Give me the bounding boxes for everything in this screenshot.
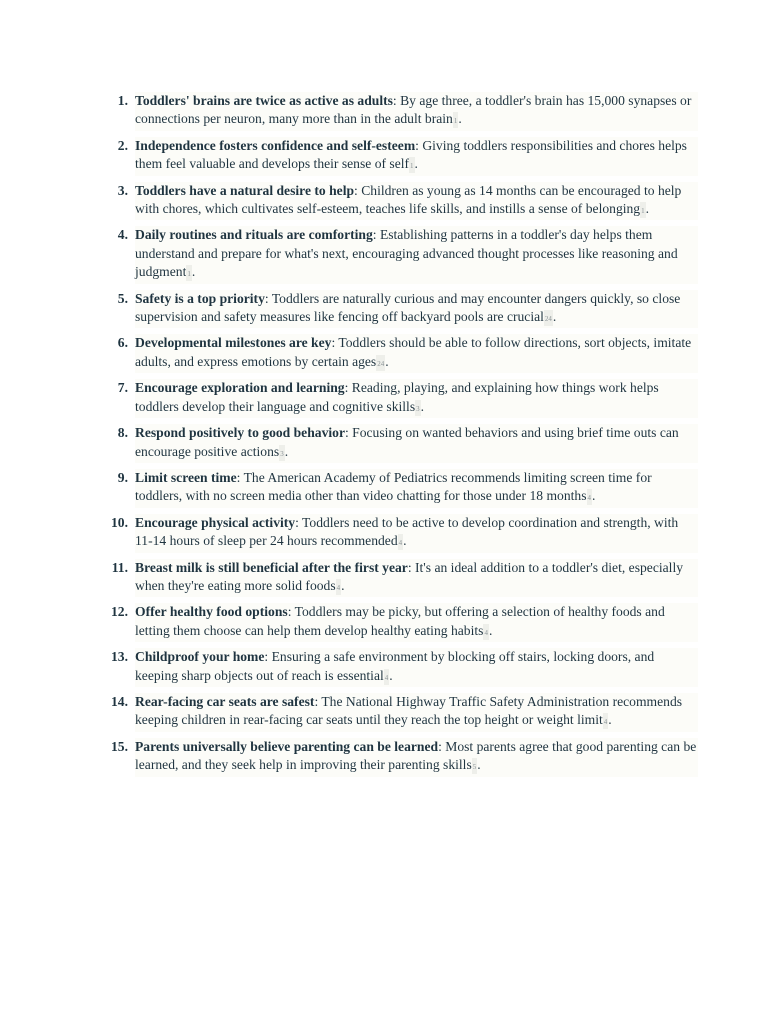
item-text: : Ensuring a safe environment by blocking off stairs, locking doors, and keeping sharp objects out of reach is essential — [135, 649, 655, 683]
item-body — [135, 738, 698, 777]
item-end: . — [458, 111, 462, 127]
item-body — [135, 379, 698, 418]
item-heading: Safety is a top priority — [135, 290, 265, 306]
item-end: . — [420, 398, 425, 414]
item-heading: Respond positively to good behavior — [135, 425, 345, 441]
item-number: 7. — [117, 380, 128, 396]
item-text: : Children as young as 14 months can be encouraged to help with chores, which cultivates self-esteem, teaches life skills, and instills a sense of belonging — [135, 182, 682, 217]
list-item — [98, 92, 698, 131]
list-item — [98, 693, 698, 732]
citation-marker[interactable]: 1 — [409, 157, 415, 173]
item-number: 1. — [117, 93, 128, 108]
item-number: 3. — [117, 182, 128, 198]
numbered-list — [98, 92, 698, 783]
citation-marker[interactable]: 4 — [587, 489, 593, 505]
item-end: . — [592, 488, 596, 504]
item-text: : Giving toddlers responsibilities and chores helps them feel valuable and develops their sense of self — [135, 137, 687, 172]
citation-marker[interactable]: 1 — [453, 112, 459, 128]
item-text: : By age three, a toddler's brain has 15,000 synapses or connections per neuron, many more than in the adult brain — [135, 93, 692, 127]
item-heading: Toddlers have a natural desire to help — [135, 182, 355, 198]
list-item — [98, 379, 698, 418]
item-body — [135, 648, 698, 687]
item-end: . — [552, 309, 557, 325]
item-number: 11. — [111, 559, 128, 575]
item-text: : Reading, playing, and explaining how things work helps toddlers develop their language and cognitive skills — [135, 380, 659, 414]
list-item — [98, 226, 698, 283]
item-text: : Establishing patterns in a toddler's day helps them understand and prepare for what's next, encouraging advanced thought processes like reasoning and judgment — [135, 227, 678, 280]
list-item — [98, 334, 698, 373]
citation-marker[interactable]: 4 — [398, 534, 404, 550]
item-number: 14. — [111, 693, 128, 709]
item-body — [135, 137, 698, 176]
item-text: : Toddlers may be picky, but offering a selection of healthy foods and letting them choose can help them develop healthy eating habits — [135, 604, 665, 638]
item-heading: Toddlers' brains are twice as active as adults — [135, 93, 393, 108]
item-body — [135, 226, 698, 283]
item-text: : Most parents agree that good parenting can be learned, and they seek help in improving their parenting skills — [135, 738, 697, 773]
citation-marker[interactable]: 24 — [544, 310, 553, 326]
item-number: 2. — [117, 137, 128, 153]
citation-marker[interactable]: 5 — [472, 758, 478, 774]
list-item — [98, 738, 698, 777]
item-text: : The American Academy of Pediatrics recommends limiting screen time for toddlers, with no screen media other than video chatting for those under 18 months — [135, 469, 652, 504]
item-end: . — [403, 533, 407, 549]
item-heading: Childproof your home — [135, 649, 265, 665]
item-body — [135, 182, 698, 221]
item-number: 8. — [117, 425, 128, 441]
item-heading: Encourage physical activity — [135, 514, 296, 530]
list-item — [98, 514, 698, 553]
item-end: . — [645, 201, 650, 217]
list-item — [98, 290, 698, 329]
list-item — [98, 182, 698, 221]
item-body — [135, 693, 698, 732]
list-item — [98, 469, 698, 508]
item-end: . — [389, 667, 393, 683]
item-body — [135, 469, 698, 508]
item-body — [135, 559, 698, 598]
item-heading: Rear-facing car seats are safest — [135, 693, 315, 709]
item-end: . — [477, 757, 481, 773]
item-end: . — [488, 622, 493, 638]
item-body — [135, 290, 698, 329]
item-end: . — [284, 443, 289, 459]
list-item — [98, 559, 698, 598]
item-number: 9. — [117, 469, 128, 485]
item-body — [135, 424, 698, 463]
item-number: 12. — [111, 604, 128, 620]
citation-marker[interactable]: 4 — [384, 669, 390, 685]
list-item — [98, 648, 698, 687]
item-text: : It's an ideal addition to a toddler's diet, especially when they're eating more solid foods — [135, 559, 684, 593]
item-body — [135, 603, 698, 642]
item-heading: Offer healthy food options — [135, 604, 288, 620]
item-text: : The National Highway Traffic Safety Administration recommends keeping children in rear-facing car seats until they reach the top height or weight limit — [135, 693, 683, 728]
item-body — [135, 334, 698, 373]
item-heading: Independence fosters confidence and self-esteem — [135, 137, 416, 153]
item-text: : Toddlers are naturally curious and may encounter dangers quickly, so close supervision and safety measures like fencing off backyard pools are crucial — [135, 290, 681, 325]
item-heading: Breast milk is still beneficial after the first year — [135, 559, 408, 575]
item-text: : Focusing on wanted behaviors and using brief time outs can encourage positive actions — [135, 425, 679, 459]
item-end: . — [608, 712, 612, 728]
item-number: 15. — [111, 738, 128, 754]
item-number: 5. — [117, 290, 128, 306]
item-heading: Encourage exploration and learning — [135, 380, 345, 396]
item-number: 10. — [111, 514, 128, 530]
item-text: : Toddlers should be able to follow directions, sort objects, imitate adults, and express emotions by certain ages — [135, 335, 692, 369]
item-body — [135, 514, 698, 553]
item-end: . — [414, 156, 418, 172]
list-item — [98, 137, 698, 176]
citation-marker[interactable]: 1 — [186, 265, 192, 281]
citation-marker[interactable]: 3 — [415, 400, 421, 416]
item-heading: Daily routines and rituals are comforting — [135, 227, 373, 243]
item-number: 4. — [117, 227, 128, 243]
citation-marker[interactable]: 4 — [483, 624, 489, 640]
item-end: . — [385, 353, 389, 369]
item-body — [135, 92, 698, 131]
citation-marker[interactable]: 24 — [376, 355, 385, 371]
item-end: . — [341, 577, 345, 593]
item-end: . — [191, 264, 196, 280]
citation-marker[interactable]: 4 — [603, 713, 609, 729]
list-item — [98, 603, 698, 642]
citation-marker[interactable]: 3 — [279, 445, 285, 461]
list-item — [98, 424, 698, 463]
item-heading: Developmental milestones are key — [135, 335, 332, 351]
item-number: 6. — [117, 335, 128, 351]
citation-marker[interactable]: 4 — [336, 579, 342, 595]
item-heading: Limit screen time — [135, 469, 237, 485]
item-number: 13. — [111, 649, 128, 665]
citation-marker[interactable]: 1 — [640, 202, 646, 218]
item-heading: Parents universally believe parenting can be learned — [135, 738, 439, 754]
item-text: : Toddlers need to be active to develop coordination and strength, with 11-14 hours of sleep per 24 hours recommended — [135, 514, 679, 549]
